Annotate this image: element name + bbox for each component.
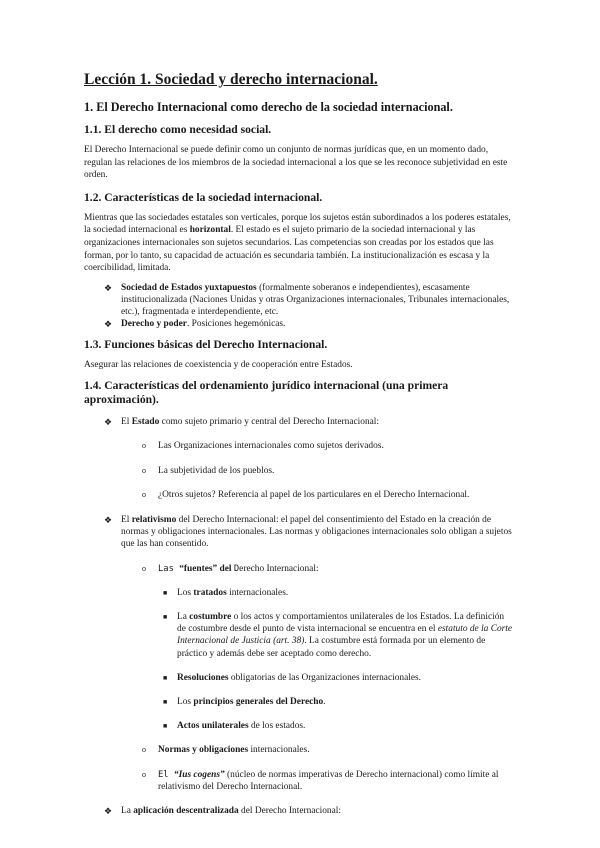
section-heading-1: 1. El Derecho Internacional como derecho de la sociedad internacional.: [84, 100, 453, 114]
sub-list-item-ius-cogens: o El “Ius cogens” (núcleo de normas imperativas de Derecho internacional) como límite al relativismo del Derecho Internacional.: [142, 769, 499, 792]
square-bullet-icon: ■: [163, 698, 168, 706]
diamond-bullet-icon: ❖: [104, 417, 113, 428]
source-item-costumbre: ■ La costumbre o los actos y comportamientos unilaterales de los Estados. La definición de costumbre desde el punto de vista internacional se encuentra en el estatuto de la Corte Internacional de Justicia (art. 38). La costumbre está formada por un elemento de práctico y además debe ser aceptado como derecho.: [163, 611, 513, 659]
square-bullet-icon: ■: [163, 588, 168, 597]
list-item-aplicacion: ❖ La aplicación descentralizada del Derecho Internacional:: [104, 806, 341, 817]
square-bullet-icon: ■: [163, 722, 168, 731]
paragraph-functions: Asegurar las relaciones de coexistencia y de cooperación entre Estados.: [84, 359, 353, 370]
diamond-bullet-icon: ❖: [104, 282, 113, 293]
circle-bullet-icon: o: [142, 489, 146, 499]
circle-bullet-icon: o: [142, 745, 146, 755]
diamond-bullet-icon: ❖: [104, 319, 113, 330]
square-bullet-icon: ■: [163, 612, 168, 621]
subsection-heading-1-4: 1.4. Características del ordenamiento jurídico internacional (una primera aproximación).: [84, 379, 449, 407]
sub-list-item-normas: o Normas y obligaciones internacionales.: [142, 745, 310, 756]
sub-list-item: o Las Organizaciones internacionales como sujetos derivados.: [142, 441, 384, 452]
subsection-heading-1-3: 1.3. Funciones básicas del Derecho Internacional.: [84, 337, 328, 351]
list-item: ❖ Sociedad de Estados yuxtapuestos (formalmente soberanos e independientes), escasamente institucionalizada (Naciones Unidas y otras Organizaciones internacionales, Tribunales internacionales, etc.), fragmentada e interdependiente, etc.: [104, 282, 510, 318]
source-item-resoluciones: ■ Resoluciones obligatorias de las Organizaciones internacionales.: [163, 672, 422, 683]
circle-bullet-icon: o: [142, 465, 146, 475]
list-item: ❖ Derecho y poder. Posiciones hegemónicas.: [104, 319, 286, 330]
source-item-actos: ■ Actos unilaterales de los estados.: [163, 721, 306, 732]
circle-bullet-icon: o: [142, 563, 146, 573]
document-page: [84, 70, 514, 817]
lesson-title: Lección 1. Sociedad y derecho internacional.: [84, 71, 378, 88]
subsection-heading-1-1: 1.1. El derecho como necesidad social.: [84, 123, 272, 136]
circle-bullet-icon: o: [142, 441, 146, 451]
list-item-relativismo: ❖ El relativismo del Derecho Internacional: el papel del consentimiento del Estado en la creación de normas y obligaciones internacionales. Las normas y obligaciones internacionales solo obligan a sujetos que las han consentido.: [104, 514, 512, 550]
paragraph-characteristics: Mientras que las sociedades estatales son verticales, porque los sujetos están subordinados a los poderes estatales, la sociedad internacional es horizontal. El estado es el sujeto primario de la sociedad internacional y las organizaciones internacionales son sujetos secundarios. Las competencias son creadas por los estados que las forman, por lo tanto, su capacidad de actuación es secundaria también. La institucionalización es escasa y la coercibilidad, limitada.: [84, 212, 511, 274]
subsection-heading-1-2: 1.2. Características de la sociedad internacional.: [84, 190, 323, 204]
paragraph-definition: El Derecho Internacional se puede definir como un conjunto de normas jurídicas que, en un momento dado, regulan las relaciones de los miembros de la sociedad internacional a los que se les reconoce subjetividad en este orden.: [84, 145, 508, 181]
list-item-estado: ❖ El Estado como sujeto primario y central del Derecho Internacional:: [104, 417, 380, 428]
emphasis-horizontal: horizontal: [189, 225, 231, 236]
source-item-principios: ■ Los principios generales del Derecho.: [163, 697, 326, 707]
diamond-bullet-icon: ❖: [104, 806, 113, 817]
square-bullet-icon: ■: [163, 673, 168, 682]
sub-list-item-fuentes: o Las “fuentes” del Derecho Internacional:: [142, 563, 319, 574]
source-item-tratados: ■ Los tratados internacionales.: [163, 587, 289, 598]
sub-list-item: o ¿Otros sujetos? Referencia al papel de los particulares en el Derecho Internacional.: [142, 489, 470, 500]
diamond-bullet-icon: ❖: [104, 514, 113, 525]
sub-list-item: o La subjetividad de los pueblos.: [142, 465, 275, 476]
circle-bullet-icon: o: [142, 769, 146, 779]
